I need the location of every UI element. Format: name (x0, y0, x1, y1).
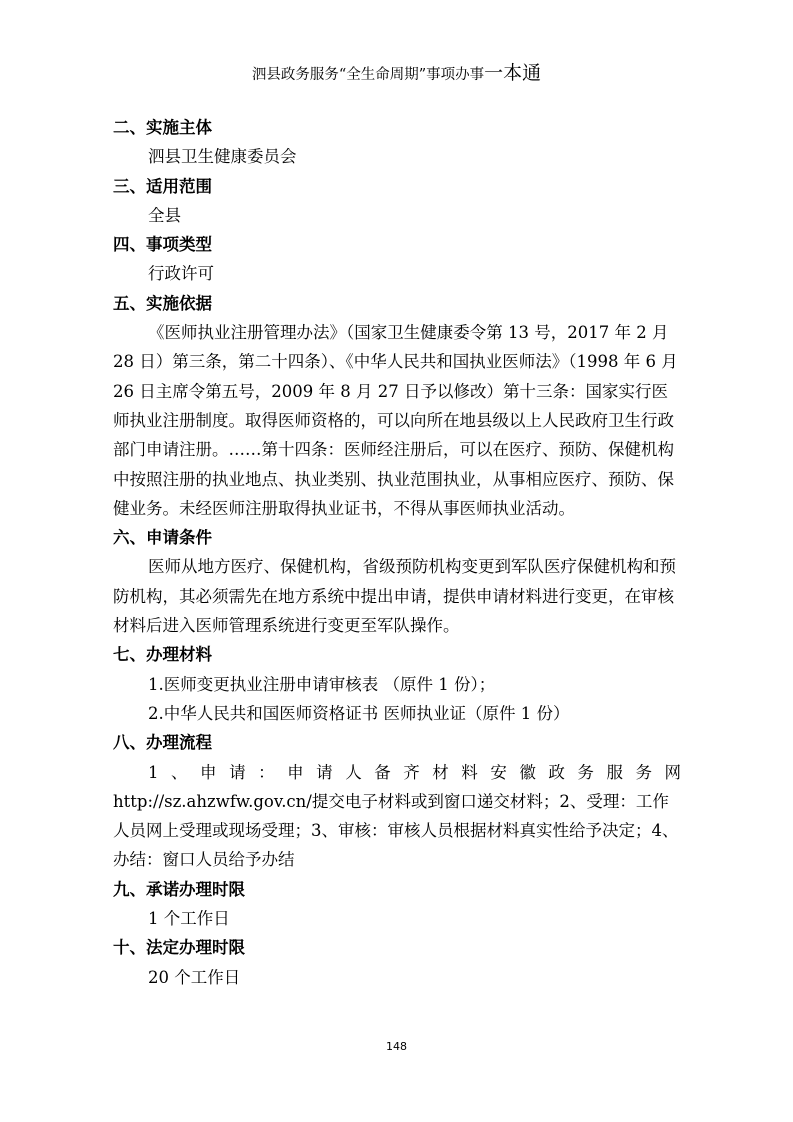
section-text: http://sz.ahzwfw.gov.cn/提交电子材料或到窗口递交材料；2、受理：工作人员网上受理或现场受理；3、审核：审核人员根据材料真实性给予决定；4、办结：窗口人员给予办结 (113, 791, 679, 870)
section-text: 《医师执业注册管理办法》（国家卫生健康委令第 13 号，2017 年 2 月 28 日）第三条，第二十四条）、《中华人民共和国执业医师法》（1998 年 6 月 26 日主席令第五号，2009 年 8 月 27 日予以修改）第十三条：国家实行医师执业注册制度。取得医师资格的，可以向所在地县级以上人民政府卫生行政部门申请注册。……第十四条：医师经注册后，可以在医疗、预防、保健机构中按照注册的执业地点、执业类别、执业范围执业，从事相应医疗、预防、保健业务。未经医师注册取得执业证书，不得从事医师执业活动。 (113, 323, 678, 518)
section-heading: 八、办理流程 (113, 733, 212, 753)
section-heading: 九、承诺办理时限 (113, 879, 245, 899)
section-text: 1 个工作日 (148, 909, 230, 929)
process-step-line: 1、申请：申请人备齐材料安徽政务服务网 (148, 762, 681, 782)
section-text: 医师从地方医疗、保健机构，省级预防机构变更到军队医疗保健机构和预防机构，其必须需先在地方系统中提出申请，提供申请材料进行变更，在审核材料后进入医师管理系统进行变更至军队操作。 (113, 557, 676, 636)
section-materials (113, 640, 681, 728)
section-heading: 七、办理材料 (113, 645, 212, 665)
header-title: 泗县政务服务“全生命周期”事项办事 (251, 67, 485, 83)
section-heading: 三、适用范围 (113, 176, 212, 196)
section-heading: 十、法定办理时限 (113, 938, 245, 958)
section-text: 全县 (148, 205, 181, 225)
section-legal-time (113, 933, 681, 992)
section-implementer (113, 113, 681, 172)
material-item: 1.医师变更执业注册申请审核表 （原件 1 份）； (148, 674, 496, 694)
section-text: 行政许可 (148, 264, 214, 284)
page-number: 148 (386, 1040, 407, 1053)
material-item: 2.中华人民共和国医师资格证书 医师执业证（原件 1 份） (148, 703, 570, 723)
section-process (113, 728, 681, 874)
section-text: 泗县卫生健康委员会 (148, 147, 297, 167)
section-heading: 四、事项类型 (113, 235, 212, 255)
section-heading: 六、申请条件 (113, 528, 212, 548)
section-heading: 五、实施依据 (113, 293, 212, 313)
section-scope (113, 172, 681, 231)
section-heading: 二、实施主体 (113, 118, 212, 137)
section-promised-time (113, 875, 681, 934)
section-conditions (113, 523, 681, 640)
document-body (113, 113, 681, 992)
section-type (113, 230, 681, 289)
header-title-accent: 一本通 (484, 62, 542, 84)
page-header (0, 63, 793, 85)
section-basis (113, 289, 681, 523)
section-text: 20 个工作日 (148, 967, 241, 987)
